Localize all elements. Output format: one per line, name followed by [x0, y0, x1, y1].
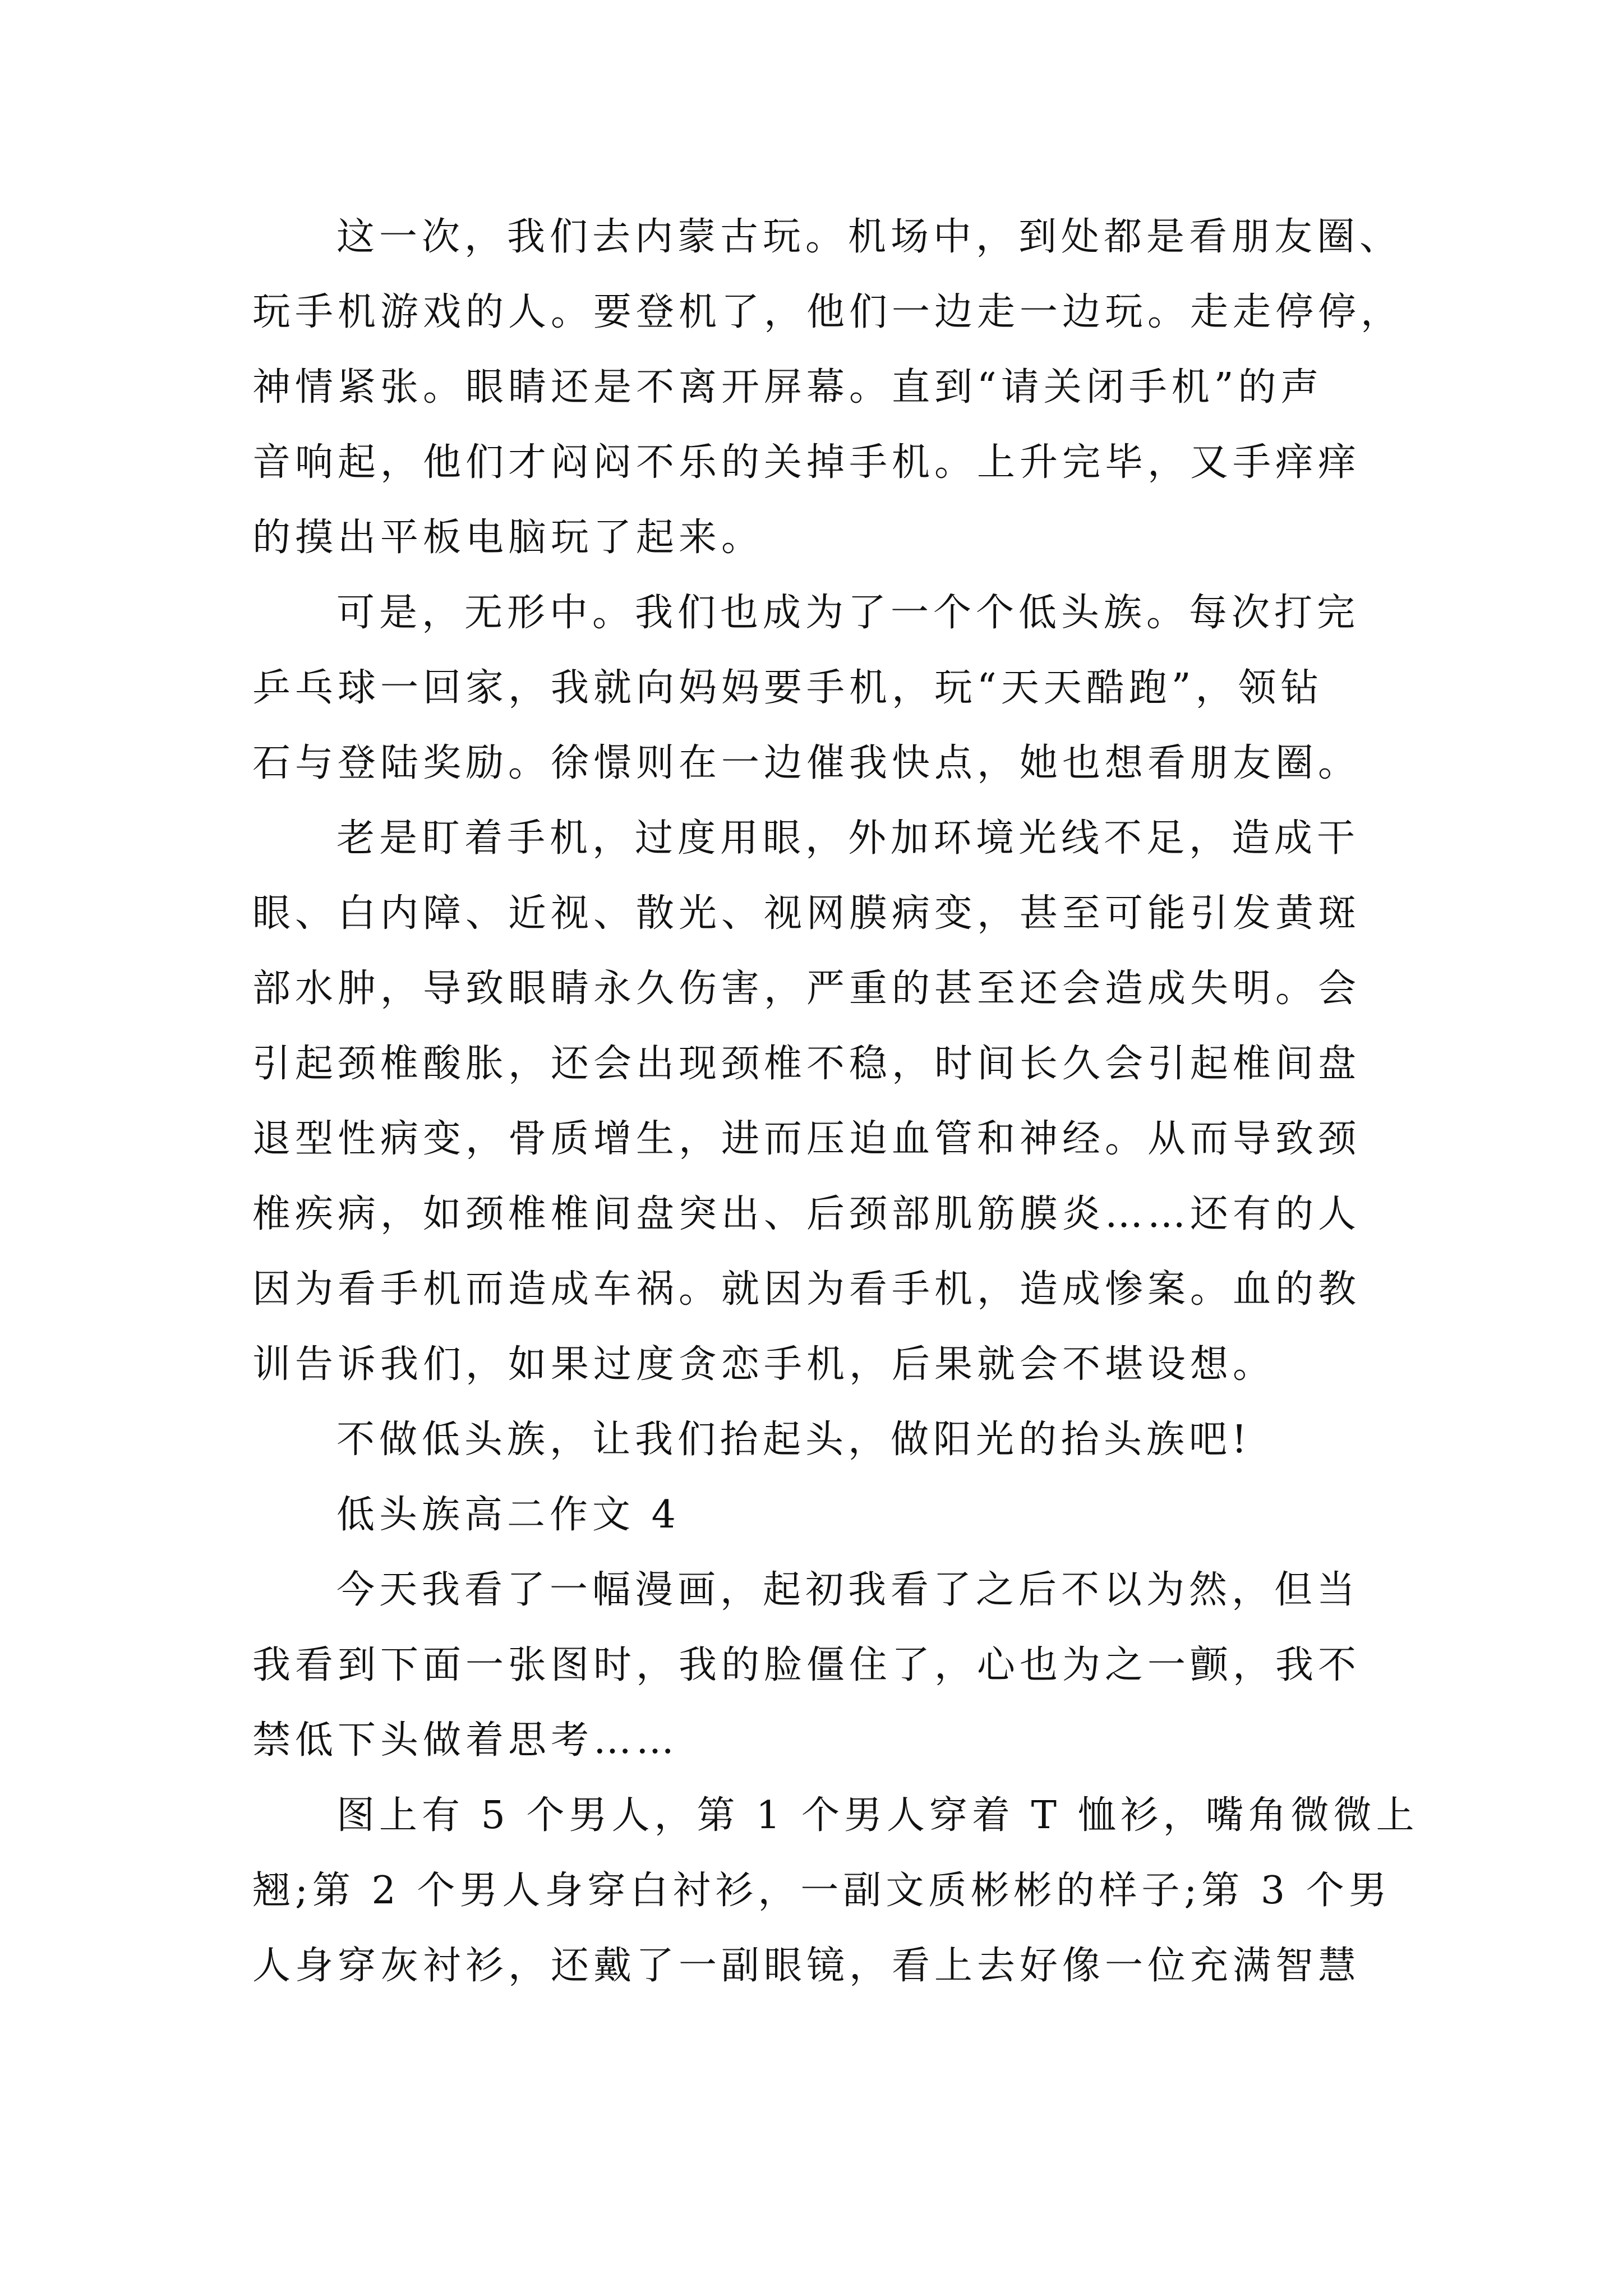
text-line: 部水肿，导致眼睛永久伤害，严重的甚至还会造成失明。会 [252, 967, 1361, 1011]
text-line: 不做低头族，让我们抬起头，做阳光的抬头族吧! [336, 1418, 1252, 1462]
text-line: 训告诉我们，如果过度贪恋手机，后果就会不堪设想。 [252, 1342, 1276, 1387]
text-line: 人身穿灰衬衫，还戴了一副眼镜，看上去好像一位充满智慧 [252, 1944, 1361, 1988]
text-line: 因为看手机而造成车祸。就因为看手机，造成惨案。血的教 [252, 1267, 1361, 1312]
text-line: 的摸出平板电脑玩了起来。 [252, 516, 764, 560]
text-line: 眼、白内障、近视、散光、视网膜病变，甚至可能引发黄斑 [252, 891, 1361, 936]
text-line: 音响起，他们才闷闷不乐的关掉手机。上升完毕，又手痒痒 [252, 440, 1361, 485]
text-line: 图上有 5 个男人，第 1 个男人穿着 T 恤衫，嘴角微微上 [336, 1793, 1419, 1838]
text-line: 乒乓球一回家，我就向妈妈要手机，玩“天天酷跑”，领钻 [252, 666, 1324, 710]
section-heading: 低头族高二作文 4 [336, 1493, 680, 1537]
text-line: 禁低下头做着思考…… [252, 1718, 679, 1763]
text-line: 翘;第 2 个男人身穿白衬衫，一副文质彬彬的样子;第 3 个男 [252, 1869, 1391, 1913]
text-line: 老是盯着手机，过度用眼，外加环境光线不足，造成干 [336, 816, 1360, 861]
text-line: 玩手机游戏的人。要登机了，他们一边走一边玩。走走停停， [252, 290, 1404, 334]
text-line: 退型性病变，骨质增生，进而压迫血管和神经。从而导致颈 [252, 1117, 1361, 1161]
text-line: 引起颈椎酸胀，还会出现颈椎不稳，时间长久会引起椎间盘 [252, 1042, 1361, 1086]
text-line: 椎疾病，如颈椎椎间盘突出、后颈部肌筋膜炎……还有的人 [252, 1192, 1361, 1236]
text-line: 今天我看了一幅漫画，起初我看了之后不以为然，但当 [336, 1568, 1360, 1612]
text-line: 可是，无形中。我们也成为了一个个低头族。每次打完 [336, 591, 1360, 635]
text-line: 神情紧张。眼睛还是不离开屏幕。直到“请关闭手机”的声 [252, 365, 1324, 409]
text-line: 石与登陆奖励。徐憬则在一边催我快点，她也想看朋友圈。 [252, 741, 1361, 785]
text-line: 这一次，我们去内蒙古玩。机场中，到处都是看朋友圈、 [336, 215, 1403, 259]
text-line: 我看到下面一张图时，我的脸僵住了，心也为之一颤，我不 [252, 1643, 1361, 1687]
